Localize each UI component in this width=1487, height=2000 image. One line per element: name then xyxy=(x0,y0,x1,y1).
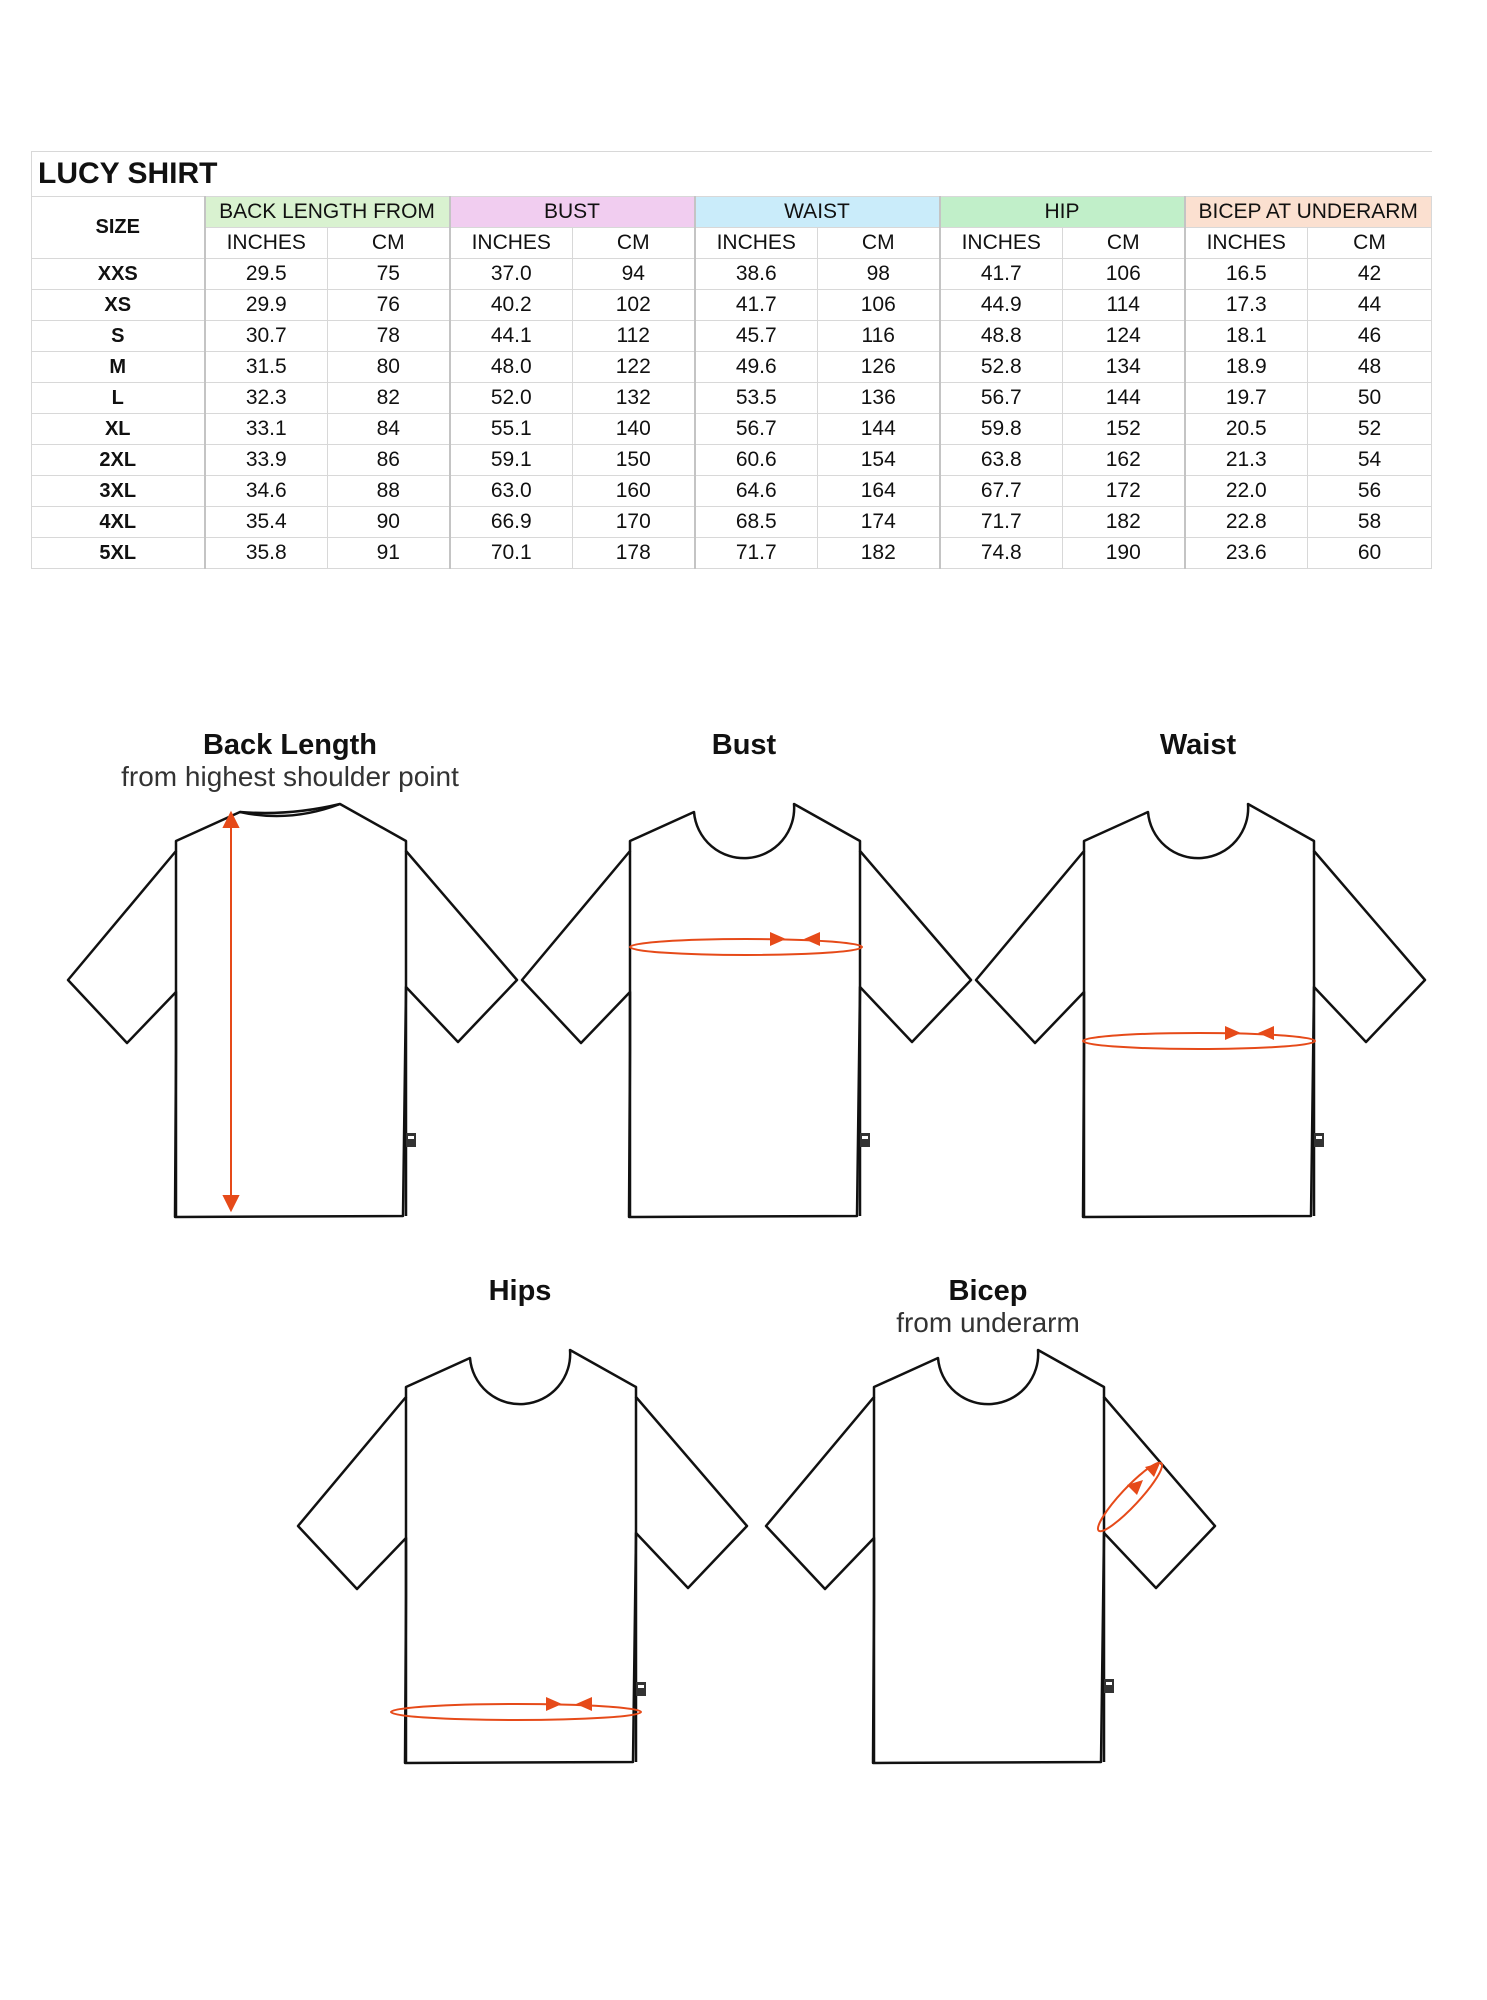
garment-tag-icon xyxy=(636,1682,646,1696)
table-row xyxy=(32,352,1432,383)
column-group-header: HIP xyxy=(940,197,1185,228)
size-label: 5XL xyxy=(32,538,205,569)
back-length-subtitle: from highest shoulder point xyxy=(121,761,459,792)
table-cell: 152 xyxy=(1063,414,1185,445)
table-cell: 150 xyxy=(573,445,695,476)
table-cell: 37.0 xyxy=(450,259,573,290)
table-row xyxy=(32,445,1432,476)
table-cell: 19.7 xyxy=(1185,383,1308,414)
table-cell: 16.5 xyxy=(1185,259,1308,290)
size-label: L xyxy=(32,383,205,414)
table-cell: 40.2 xyxy=(450,290,573,321)
table-cell: 20.5 xyxy=(1185,414,1308,445)
size-label: S xyxy=(32,321,205,352)
table-cell: 106 xyxy=(818,290,940,321)
table-cell: 136 xyxy=(818,383,940,414)
table-cell: 132 xyxy=(573,383,695,414)
table-cell: 170 xyxy=(573,507,695,538)
table-cell: 126 xyxy=(818,352,940,383)
table-cell: 90 xyxy=(328,507,450,538)
table-row xyxy=(32,476,1432,507)
bust-diagram xyxy=(504,720,984,1230)
table-cell: 172 xyxy=(1063,476,1185,507)
table-cell: 162 xyxy=(1063,445,1185,476)
garment-tag-icon xyxy=(1104,1679,1114,1693)
hips-shirt-icon xyxy=(280,1266,760,1776)
garment-tag-icon xyxy=(860,1133,870,1147)
size-column-header: SIZE xyxy=(32,197,205,259)
unit-header: CM xyxy=(328,228,450,259)
table-cell: 112 xyxy=(573,321,695,352)
column-group-header: BACK LENGTH FROM xyxy=(205,197,450,228)
unit-header: INCHES xyxy=(450,228,573,259)
table-cell: 124 xyxy=(1063,321,1185,352)
table-cell: 48.8 xyxy=(940,321,1063,352)
table-cell: 144 xyxy=(818,414,940,445)
table-cell: 33.1 xyxy=(205,414,328,445)
table-cell: 48.0 xyxy=(450,352,573,383)
table-row xyxy=(32,259,1432,290)
back-length-shirt-icon xyxy=(50,720,530,1230)
table-cell: 71.7 xyxy=(695,538,818,569)
unit-header: CM xyxy=(1308,228,1432,259)
table-cell: 52 xyxy=(1308,414,1432,445)
table-cell: 86 xyxy=(328,445,450,476)
size-label: XXS xyxy=(32,259,205,290)
table-cell: 17.3 xyxy=(1185,290,1308,321)
table-row xyxy=(32,414,1432,445)
table-cell: 56.7 xyxy=(940,383,1063,414)
table-cell: 38.6 xyxy=(695,259,818,290)
bicep-diagram xyxy=(748,1266,1228,1776)
table-row xyxy=(32,321,1432,352)
waist-diagram xyxy=(958,720,1438,1230)
size-label: 4XL xyxy=(32,507,205,538)
table-cell: 88 xyxy=(328,476,450,507)
table-cell: 134 xyxy=(1063,352,1185,383)
column-group-header: WAIST xyxy=(695,197,940,228)
table-cell: 30.7 xyxy=(205,321,328,352)
table-cell: 66.9 xyxy=(450,507,573,538)
table-cell: 98 xyxy=(818,259,940,290)
table-cell: 53.5 xyxy=(695,383,818,414)
table-cell: 44 xyxy=(1308,290,1432,321)
table-cell: 41.7 xyxy=(940,259,1063,290)
table-cell: 164 xyxy=(818,476,940,507)
table-cell: 116 xyxy=(818,321,940,352)
garment-tag-icon xyxy=(406,1133,416,1147)
table-cell: 64.6 xyxy=(695,476,818,507)
table-cell: 56.7 xyxy=(695,414,818,445)
table-row xyxy=(32,290,1432,321)
hips-diagram xyxy=(280,1266,760,1776)
size-label: M xyxy=(32,352,205,383)
table-cell: 75 xyxy=(328,259,450,290)
table-cell: 80 xyxy=(328,352,450,383)
hips-title: Hips xyxy=(488,1275,552,1307)
table-cell: 190 xyxy=(1063,538,1185,569)
garment-tag-icon xyxy=(1314,1133,1324,1147)
table-cell: 48 xyxy=(1308,352,1432,383)
table-cell: 82 xyxy=(328,383,450,414)
table-cell: 42 xyxy=(1308,259,1432,290)
table-cell: 55.1 xyxy=(450,414,573,445)
table-cell: 31.5 xyxy=(205,352,328,383)
table-cell: 114 xyxy=(1063,290,1185,321)
unit-header: CM xyxy=(1063,228,1185,259)
unit-header: INCHES xyxy=(205,228,328,259)
table-cell: 91 xyxy=(328,538,450,569)
table-cell: 18.9 xyxy=(1185,352,1308,383)
table-cell: 21.3 xyxy=(1185,445,1308,476)
table-cell: 76 xyxy=(328,290,450,321)
table-cell: 68.5 xyxy=(695,507,818,538)
back-length-title: Back Length xyxy=(202,729,378,761)
size-chart-table xyxy=(31,151,1432,569)
bicep-subtitle: from underarm xyxy=(896,1307,1080,1338)
table-cell: 74.8 xyxy=(940,538,1063,569)
table-cell: 140 xyxy=(573,414,695,445)
table-cell: 182 xyxy=(1063,507,1185,538)
size-label: 3XL xyxy=(32,476,205,507)
table-cell: 52.0 xyxy=(450,383,573,414)
unit-header: CM xyxy=(818,228,940,259)
size-label: XL xyxy=(32,414,205,445)
table-row xyxy=(32,383,1432,414)
unit-header: INCHES xyxy=(1185,228,1308,259)
table-row xyxy=(32,507,1432,538)
table-cell: 22.0 xyxy=(1185,476,1308,507)
table-cell: 35.4 xyxy=(205,507,328,538)
column-group-header: BICEP AT UNDERARM xyxy=(1185,197,1432,228)
table-cell: 71.7 xyxy=(940,507,1063,538)
table-cell: 63.8 xyxy=(940,445,1063,476)
bicep-title: Bicep xyxy=(948,1275,1028,1307)
waist-title: Waist xyxy=(1159,729,1237,761)
table-cell: 59.1 xyxy=(450,445,573,476)
table-cell: 32.3 xyxy=(205,383,328,414)
size-label: 2XL xyxy=(32,445,205,476)
table-row xyxy=(32,538,1432,569)
table-cell: 94 xyxy=(573,259,695,290)
table-cell: 54 xyxy=(1308,445,1432,476)
table-cell: 49.6 xyxy=(695,352,818,383)
table-cell: 144 xyxy=(1063,383,1185,414)
table-cell: 63.0 xyxy=(450,476,573,507)
table-cell: 59.8 xyxy=(940,414,1063,445)
table-cell: 35.8 xyxy=(205,538,328,569)
table-cell: 67.7 xyxy=(940,476,1063,507)
unit-header: INCHES xyxy=(940,228,1063,259)
unit-header: INCHES xyxy=(695,228,818,259)
table-cell: 44.1 xyxy=(450,321,573,352)
table-cell: 52.8 xyxy=(940,352,1063,383)
table-cell: 56 xyxy=(1308,476,1432,507)
table-cell: 84 xyxy=(328,414,450,445)
table-cell: 78 xyxy=(328,321,450,352)
table-cell: 34.6 xyxy=(205,476,328,507)
table-cell: 33.9 xyxy=(205,445,328,476)
table-cell: 60 xyxy=(1308,538,1432,569)
table-cell: 46 xyxy=(1308,321,1432,352)
table-cell: 160 xyxy=(573,476,695,507)
table-cell: 182 xyxy=(818,538,940,569)
table-cell: 29.5 xyxy=(205,259,328,290)
unit-header: CM xyxy=(573,228,695,259)
bust-shirt-icon xyxy=(504,720,984,1230)
table-cell: 178 xyxy=(573,538,695,569)
table-cell: 29.9 xyxy=(205,290,328,321)
table-cell: 106 xyxy=(1063,259,1185,290)
bicep-shirt-icon xyxy=(748,1266,1228,1776)
column-group-header: BUST xyxy=(450,197,695,228)
size-label: XS xyxy=(32,290,205,321)
table-cell: 122 xyxy=(573,352,695,383)
table-cell: 22.8 xyxy=(1185,507,1308,538)
table-cell: 23.6 xyxy=(1185,538,1308,569)
table-cell: 44.9 xyxy=(940,290,1063,321)
table-cell: 50 xyxy=(1308,383,1432,414)
table-cell: 45.7 xyxy=(695,321,818,352)
table-cell: 154 xyxy=(818,445,940,476)
table-cell: 70.1 xyxy=(450,538,573,569)
table-cell: 58 xyxy=(1308,507,1432,538)
table-cell: 102 xyxy=(573,290,695,321)
table-cell: 60.6 xyxy=(695,445,818,476)
table-cell: 41.7 xyxy=(695,290,818,321)
table-cell: 18.1 xyxy=(1185,321,1308,352)
back-length-diagram xyxy=(50,720,530,1230)
table-cell: 174 xyxy=(818,507,940,538)
bust-title: Bust xyxy=(711,729,777,761)
waist-shirt-icon xyxy=(958,720,1438,1230)
table-title: LUCY SHIRT xyxy=(32,152,1432,197)
